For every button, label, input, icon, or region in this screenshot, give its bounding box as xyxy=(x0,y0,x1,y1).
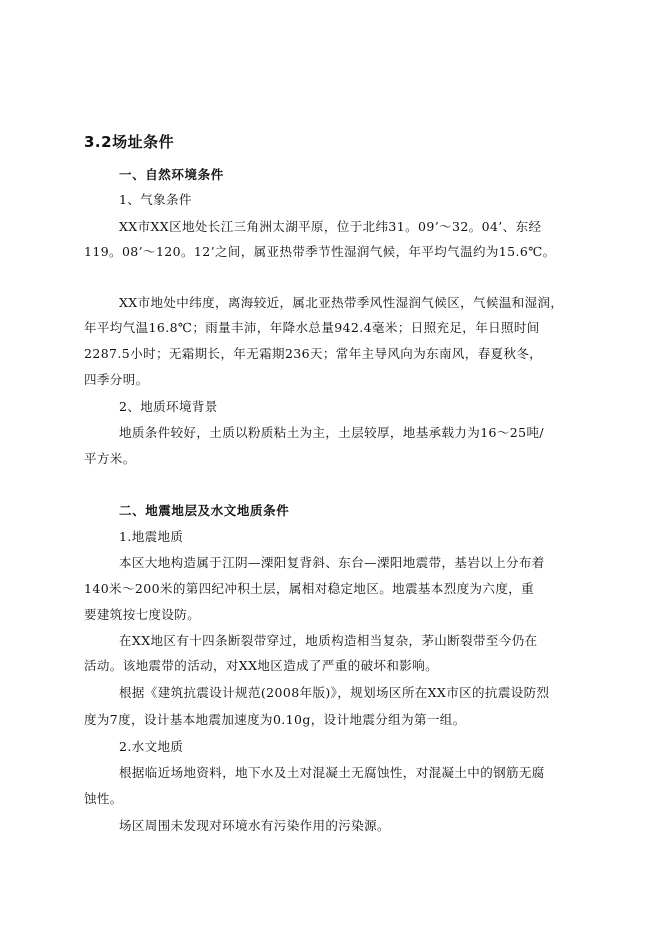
part2-p3-line2: 度为7度，设计基本地震加速度为0.10g，设计地震分组为第一组。 xyxy=(84,712,466,727)
part1-p2-line1: XX市地处中纬度，离海较近，属北亚热带季风性湿润气候区，气候温和湿润， xyxy=(119,295,564,310)
part2-sub2-title: 2.水文地质 xyxy=(119,739,184,754)
part1-p3-line1: 地质条件较好，土质以粉质粘土为主，土层较厚，地基承载力为16～25吨/ xyxy=(119,425,545,440)
part1-sub1-title: 1、气象条件 xyxy=(119,192,192,207)
part2-p2-line1: 在XX地区有十四条断裂带穿过，地质构造相当复杂，茅山断裂带至今仍在 xyxy=(119,633,538,648)
part2-p4-line2: 蚀性。 xyxy=(84,791,123,806)
part1-p1-line2: 119。08’～120。12’之间，属亚热带季节性湿润气候，年平均气温约为15.6℃。 xyxy=(84,244,556,259)
part1-p2-line2: 年平均气温16.8℃；雨量丰沛，年降水总量942.4毫米；日照充足，年日照时间 xyxy=(84,320,540,335)
part1-p3-line2: 平方米。 xyxy=(84,451,136,466)
part2-heading: 二、地震地层及水文地质条件 xyxy=(119,503,290,518)
part2-p2-line2: 活动。该地震带的活动，对XX地区造成了严重的破坏和影响。 xyxy=(84,658,438,673)
part2-p5-line1: 场区周围未发现对环境水有污染作用的污染源。 xyxy=(119,818,390,833)
part1-p2-line3: 2287.5小时；无霜期长，年无霜期236天；常年主导风向为东南风，春夏秋冬， xyxy=(84,346,543,361)
part1-p1-line1: XX市XX区地处长江三角洲太湖平原，位于北纬31。09’～32。04’、东经 xyxy=(119,219,542,234)
section-title: 3.2场址条件 xyxy=(84,133,175,151)
part2-p1-line1: 本区大地构造属于江阴—溧阳复背斜、东台—溧阳地震带，基岩以上分布着 xyxy=(119,555,545,570)
part2-p1-line3: 要建筑按七度设防。 xyxy=(84,607,201,622)
part1-heading: 一、自然环境条件 xyxy=(119,167,224,182)
part1-sub2-title: 2、地质环境背景 xyxy=(119,399,218,414)
part2-p1-line2: 140米～200米的第四纪冲积土层，属相对稳定地区。地震基本烈度为六度，重 xyxy=(84,581,535,596)
part2-p3-line1: 根据《建筑抗震设计规范(2008年版)》，规划场区所在XX市区的抗震设防烈 xyxy=(119,685,550,700)
part2-sub1-title: 1.地震地质 xyxy=(119,529,184,544)
part2-p4-line1: 根据临近场地资料，地下水及土对混凝土无腐蚀性，对混凝土中的钢筋无腐 xyxy=(119,765,545,780)
part1-p2-line4: 四季分明。 xyxy=(84,372,149,387)
